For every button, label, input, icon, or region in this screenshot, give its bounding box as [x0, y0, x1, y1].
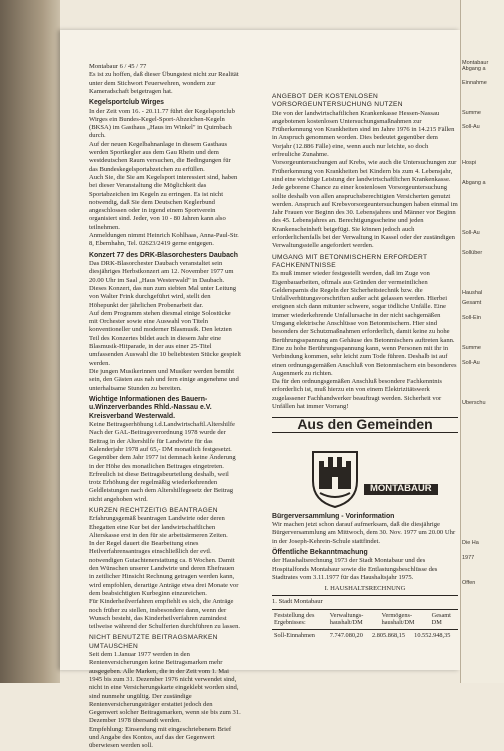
caps-heading: ANGEBOT DER KOSTENLOSEN VORSORGEUNTERSUCHUNG NUTZEN	[272, 93, 403, 109]
paragraph: Gegenüber dem Jahr 1977 ist demnach keine Änderung in der Höhe des monatlichen Beitrages eingetreten. Erfreulich ist diese Beitragsbeurteilung deshalb, weil trotz Erhöhung der regelmäßig wiederkehrenden Geldleistungen nach dem Altershilfegesetz der Beitrag nicht angehoben wird.	[89, 454, 236, 503]
section-heading: Wichtige Informationen des Bauern- u.Winzerverbandes Rhld.-Nassau e.V. Kreisverband Westerwald.	[89, 395, 212, 420]
paragraph: Auf der neuen Kegelbahnanlage in diesem Gasthaus werden Sportkegler aus dem Gau Rhein und dem westdeutschen Raum versuchen, die Bedingungen für das Bundeskegelsportabzeichen zu erfüllen.	[89, 140, 231, 173]
table-cell: 2.805.868,15	[371, 631, 406, 639]
budget-table-body	[272, 632, 458, 639]
next-page-fragment: Abgang a	[462, 180, 486, 186]
issue-line: Montabaur 6 / 45 / 77	[89, 63, 147, 70]
section-heading: Öffentliche Bekanntmachung	[272, 548, 368, 556]
next-page-fragment: Soll-Au	[462, 124, 480, 130]
caps-heading: NICHT BENUTZTE BEITRAGSMARKEN UMTAUSCHEN	[89, 634, 218, 650]
paragraph: Wir machen jetzt schon darauf aufmerksam, daß die diesjährige Bürgerversammlung am Mittwoch, dem 30. Nov. 1977 um 20.00 Uhr in der Joseph-Kehrein-Schule stattfindet.	[272, 520, 456, 545]
table-header-cell: Vermögens-haushalt/DM	[381, 611, 415, 627]
table-header-row	[272, 612, 458, 627]
budget-table	[272, 612, 458, 627]
book-gutter	[0, 0, 60, 683]
next-page-fragment: Abgang a	[462, 66, 486, 72]
next-page-fragment: Hospi	[462, 160, 477, 166]
section-heading: Kegelsportclub Wirges	[89, 99, 164, 107]
paragraph: Es ist zu hoffen, daß dieser Übungstest nicht zur Realität unter dem Stichwort Feuerwehren, wondern zur Kameradschaft beigetragen hat.	[89, 71, 239, 95]
next-page-fragment: Gesamt	[462, 300, 482, 306]
next-page-fragment: Einnahme	[462, 80, 487, 86]
section-heading: Bürgerversammlung - Vorinformation	[272, 512, 395, 520]
table-heading: HAUSHALTSRECHNUNG	[330, 585, 406, 593]
table-number: I.	[324, 585, 329, 593]
next-page-fragment: Soll-Au	[462, 230, 480, 236]
right-column	[272, 63, 458, 639]
paragraph: der Haushaltsrechnung 1973 der Stadt Montabaur und des Hospitalfonds Montabaur sowie die Entlastungsbeschlüsse des Stadtrates vom 3.11.1977 für das Haushaltsjahr 1975.	[272, 557, 438, 581]
next-page-fragment: Soll-Ein	[462, 315, 481, 321]
paragraph: Erfahrungsgemäß beantragen Landwirte oder deren Ehegatten eine Kur bei der landwirtschaftlichen Alterskasse erst in den für sie arbeitsärmeren Zeiten.	[89, 515, 228, 539]
paragraph: Für Kinderheilverfahren empfiehlt es sich, die Anträge noch früher zu stellen, insbesondere dann, wenn der Wunsch besteht, das Kinderheilverfahren zumindest teilweise während der Schulferien durchführen zu lassen.	[89, 598, 241, 631]
next-page-fragment: Summe	[462, 110, 481, 116]
section-banner: Aus den Gemeinden	[272, 417, 458, 432]
paragraph: Empfehlung: Einsendung mit eingeschriebenem Brief und Angabe des Kontos, auf das der Gegenwert überwiesen werden soll.	[89, 725, 232, 750]
next-page-fragment: Die Ha	[462, 540, 479, 546]
next-page-fragment: 1977	[462, 555, 475, 561]
paragraph: Vorsorgeuntersuchungen auf Krebs, wie auch die Untersuchungen zur Früherkennung von Krankheiten bei Kindern bis zum 4. Lebensjahr, sind eine wichtige Leistung der landwirtschaftlichen Krankenkasse.	[272, 159, 457, 183]
town-crest-row	[272, 439, 458, 509]
section-heading: Konzert 77 des DRK-Blasorchesters Daubach	[89, 251, 238, 259]
paragraph: Die jungen Musikerinnen und Musiker werden bemüht sein, den Gästen aus nah und fern einige angenehme und unterhaltsame Stunden zu bereiten.	[89, 367, 239, 392]
next-page-fragment: Öffen	[462, 580, 476, 586]
montabaur-crest-icon	[310, 449, 360, 509]
table-header-cell: Verwaltungs-haushalt/DM	[329, 611, 364, 627]
next-page-fragment: Soll-Au	[462, 360, 480, 366]
paragraph: Jede geborene Chance zu einer kostenlosen Vorsorgeuntersuchung sollte deshalb von allen anspruchsberechtigten Versicherten genutzt werden. Anspruch auf Krebsvorsorgeuntersuchungen haben einmal im Jahr Frauen vor Beginn des 30. Lebensjahres und Männer vor Beginn des 45. Lebensjahres an. Berechtigungsscheine und jeden Krankenscheinheft beigefügt. Sie können jedoch auch erforderlichenfalls bei der Verwaltung in Kassel oder der zuständigen Verwaltungsstelle angefordert werden.	[272, 184, 458, 250]
paragraph: Keine Beitragserhöhung i.d.Landwirtschaftl.Altershilfe	[89, 421, 235, 429]
paragraph: In der Regel dauert die Bearbeitung eines Heilverfahrensantrages einschließlich der evtl. notwendigen Gutachtenerstattung ca. 8 Wochen. Damit den Wünschen unserer Landwirte und deren Ehefrauen in zeitlicher Hinsicht Rechnung getragen werden kann, wird empfohlen, derartige Anträge etwa drei Monate vor dem beabsichtigten Kurbeginn einzureichen.	[89, 540, 239, 597]
paragraph: Es muß immer wieder festgestellt werden, daß im Zuge von Eigenbauarbeiten, oftmals aus Gründen der vermeintlichen Geldersparnis die Regeln der Sicherheitstechnik bzw. die Unfallverhütungsvorschriften außer acht gelassen werden. Hierbei ereignen sich dann mitunter schwere, sogar tödliche Unfälle. Eine immer wiederkehrende Unfallursache in der nicht sachgemäßen Umgang elektrische Anschlüsse von Betonmischern. Hier sind besonders der Schutzmaßnahmen erforderlich, damit keine zu hohe Berührungsspannung am Gehäuse des Betonmischers auftreten kann. Eine zu hohe Berührungsspannung kann, wenn Personen mit ihr in Verbindung kommen, sehr leicht zum Tode führen. Deshalb ist auf einen ordnungsgemäßen Anschluß von Betonmischern ein besonderes Augenmerk zu richten.	[272, 270, 457, 377]
table-header-cell: Feststellung des Ergebnisses:	[274, 611, 315, 627]
caps-heading: KURZEN RECHTZEITIG BEANTRAGEN	[89, 506, 218, 514]
table-cell: 10.552.948,35	[414, 631, 451, 639]
town-name: MONTABAUR	[364, 484, 438, 494]
table-cell: 7.747.080,20	[329, 631, 363, 639]
paragraph: Die von der landwirtschaftlichen Krankenkasse Hessen-Nassau angebotenen kostenlosen Untersuchungsmaßnahmen zur Früherkennung von Krankheiten sind im Jahre 1976 in 14.215 Fällen in Anspruch genommen worden. Dies bedeutet gegenüber dem Vorjahr (12.886 Fälle) eine, wenn auch nur leichte, so doch erfreuliche Zunahme.	[272, 109, 455, 159]
paragraph: Nach der GAL-Beitragsverordnung 1978 wurde der Beitrag in der Altershilfe für Landwirte für das Kalenderjahr 1978 auf 65,- DM monatlich festgesetzt.	[89, 429, 232, 453]
next-page-fragment: Haushal	[462, 290, 483, 296]
next-page-fragment: Summe	[462, 345, 481, 351]
paragraph: Auf dem Programm stehen diesmal einige Solostücke mit Orchester sowie eine Auswahl von Titeln konventioneller und moderner Blasmusik. Den letzten Teil des Konzertes bildet auch in diesem Jahr eine Blasmusik-Hitparade, in der aus einer 25-Titel umfassenden Auswahl die 10 beliebtesten Stücke gespielt werden.	[89, 309, 241, 367]
paragraph: Anmeldungen nimmt Heinrich Kohlhaas, Anna-Paul-Str. 8, Ebernhahn, Tel. 02623/2419 gerne entgegen.	[89, 232, 239, 248]
next-page-fragment: Überschu	[462, 400, 486, 406]
next-page-fragment: Montabaur	[462, 60, 489, 66]
paragraph: In der Zeit vom 16. - 20.11.77 führt der Kegelsportclub Wirges ein Bundes-Kegel-Sport-Abzeichen-Kegeln (BKSA) im Gasthaus „Haus im Winkel" in Quirnbach durch.	[89, 107, 235, 140]
table-title	[272, 585, 458, 593]
caps-heading: UMGANG MIT BETONMISCHERN ERFORDERT FACHKENNTNISSE	[272, 253, 428, 269]
left-column	[89, 63, 241, 751]
paragraph: Seit dem 1.Januar 1977 werden in den Rentenversicherungen keine Beitragsmarken mehr ausgegeben. Alle Marken, die in der Zeit vom 1. Mai 1945 bis zum 31. Dezember 1976 nicht verwendet sind, nicht in eine Versicherungskarte eingeklebt worden sind, sind nunmehr ungültig. Der zuständige Rentenversicherungsträger erstattet jedoch den Gegenwert solcher Beitragsmarken, wenn sie bis zum 31. Dezember 1978 übersandt werden.	[89, 651, 241, 725]
table-row	[272, 632, 458, 639]
paragraph: Das DRK-Blasorchester Daubach veranstaltet sein diesjähriges Herbstkonzert am 12. November 1977 um 20.00 Uhr im Saal „Haus Westerwald" in Daubach. Dieses Konzert, das nun zum siebten Mal unter Leitung von Walter Frink durchgeführt wird, stellt den Höhepunkt der jährlichen Probenarbeit dar.	[89, 260, 237, 309]
next-page-fragment: Sollüber	[462, 250, 483, 256]
table-cell: Soll-Einnahmen	[274, 631, 315, 639]
paragraph: Da für den ordnungsgemäßen Anschluß besondere Fachkenntnis erforderlich ist, muß hierzu ein von einem Elektrizitätswerk zugelassener Fachhandwerker beauftragt werden. Sicherheit vor Unfällen hat immer Vorrang!	[272, 378, 442, 410]
table-header-cell: Gesamt DM	[431, 611, 451, 627]
table-subtitle: 1. Stadt Montabaur	[272, 598, 323, 606]
paragraph: Auch Sie, die Sie am Kegelsport interessiert sind, haben bei dieser Veranstaltung die Möglichkeit das Sportabzeichen im Kegeln zu erringen. Es ist nicht notwendig, daß Sie dem Deutschen Keglerbund angeschlossen oder in irgend einem Sportverein organisiert sind. Jeder, von 10 - 80 Jahren kann also teilnehmen.	[89, 173, 238, 231]
